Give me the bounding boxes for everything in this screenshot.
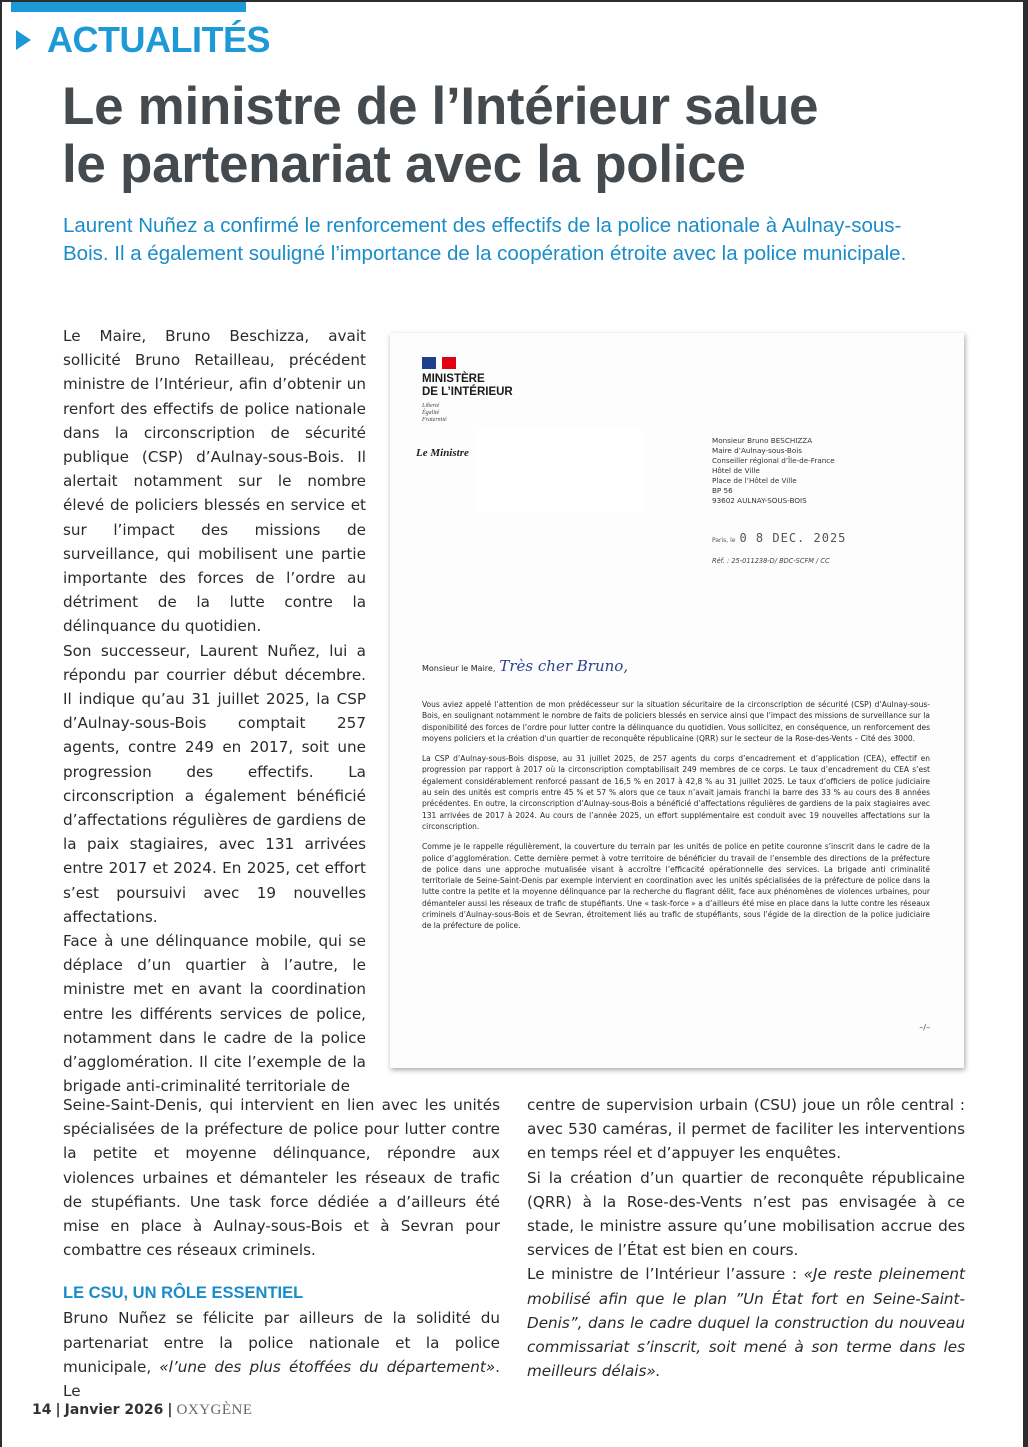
handwritten-greeting: Très cher Bruno, [499,657,629,675]
page-footer: 14 | Janvier 2026 | OXYGÈNE [32,1402,253,1418]
ministry-name: MINISTÈRE DE L’INTÉRIEUR [422,373,513,398]
body-paragraph: Seine-Saint-Denis, qui intervient en lien avec les unités spécialisées de la préfecture de police pour lutter contre la petite et moyenne délinquance, répondre aux violences urbaines et démanteler les réseaux de trafic de stupéfiants. Une task force dédiée a d’ailleurs été mise en place à Aulnay-sous-Bois et à Sevran pour combattre ces réseaux criminels. [63,1096,500,1260]
right-column-lower [527,1093,965,1383]
body-paragraph: Face à une délinquance mobile, qui se déplace d’un quartier à l’autre, le ministre met en avant la coordination entre les différents services de police, notamment dans le cadre de la police d’agglomération. Il cite l’exemple de la brigade anti-criminalité territoriale de [63,932,366,1096]
body-paragraph: Son successeur, Laurent Nuñez, lui a répondu par courrier début décembre. Il indique qu’au 31 juillet 2025, la CSP d’Aulnay-sous-Bois comptait 257 agents, contre 249 en 2017, soit une progression des effectifs. La circonscription a également bénéficié d’affectations régulières de gardiens de la paix stagiaires, avec 131 arrivées entre 2017 et 2024. En 2025, cet effort s’est poursuivi avec 19 nouvelles affectations. [63,641,366,926]
section-label [16,20,270,60]
letter-paragraph: Comme je le rappelle régulièrement, la couverture du terrain par les unités de police en petite couronne s’inscrit dans le cadre de la police d’agglomération. Cette dernière permet à votre territoire de bénéficier du travail de l’ensemble des directions de la préfecture de police dans une approche mutualisée visant à accroître l’efficacité opérationnelle des services. La brigade anti criminalité territoriale de Seine-Saint-Denis par exemple intervient en coordination avec les unités spécialisées de la préfecture de police dans la lutte contre la petite et la moyenne délinquance par la recherche du flagrant délit, face aux phénomènes de violences urbaines, pour démanteler aussi les réseaux de trafic de stupéfiants. Une « task-force » a d’ailleurs été mise en place dans la lutte contre les réseaux criminels d’Aulnay-sous-Bois et de Sevran, étroitement liés au trafic de stupéfiants, sous l’égide de la direction de la police judiciaire de la préfecture de police. [422,842,930,931]
issue-date: Janvier 2026 [64,1402,164,1418]
letter-reference: Réf. : 25-011238-D/ BDC-SCFM / CC [712,557,830,565]
recipient-address: Monsieur Bruno BESCHIZZA Maire d’Aulnay-sous-Bois Conseiller régional d’Île-de-France Hôtel de Ville Place de l’Hôtel de Ville BP 56 93602 AULNAY-SOUS-BOIS [712,436,835,505]
letter-date: Paris, le 0 8 DEC. 2025 [712,531,847,545]
section-accent-bar [11,2,246,12]
ministry-letter-image [390,333,964,1068]
letter-salutation: Monsieur le Maire, Très cher Bruno, [422,657,629,675]
quote: «Je reste pleinement mobilisé afin que le plan ”Un État fort en Seine-Saint-Denis”, dans le cadre duquel la construction du nouveau commissariat s’inscrit, soit mené à son terme dans les meilleurs délais». [527,1265,966,1381]
body-paragraph: Le Maire, Bruno Beschizza, avait sollicité Bruno Retailleau, précédent ministre de l’Intérieur, afin d’obtenir un renfort des effectifs de police nationale dans la circonscription de sécurité publique (CSP) d’Aulnay-sous-Bois. Il alertait notamment sur le nombre élevé de policiers blessés en service et sur l’impact des missions de surveillance, qui mobilisent une partie importante des forces de l’ordre au détriment de la lutte contre la délinquance du quotidien. [63,327,366,636]
body-paragraph: Le ministre de l’Intérieur l’assure : «Je reste pleinement mobilisé afin que le plan ”Un État fort en Seine-Saint-Denis”, dans le cadre duquel la construction du nouveau commissariat s’inscrit, soit mené à son terme dans les meilleurs délais». [527,1265,966,1381]
triangle-arrow-icon [16,30,31,50]
section-subheading: LE CSU, UN RÔLE ESSENTIEL [63,1284,304,1303]
letter-sender: Le Ministre [416,447,469,459]
body-paragraph: Bruno Nuñez se félicite par ailleurs de la solidité du partenariat entre la police nationale et la police municipale, «l’une des plus étoffées du département». Le [63,1309,500,1401]
body-paragraph: Si la création d’un quartier de reconquête républicaine (QRR) à la Rose-des-Vents n’est pas envisagée à ce stade, le ministre assure qu’une mobilisation accrue des services de l’État est bien en cours. [527,1168,965,1260]
marianne-flag-icon [422,357,456,369]
republic-motto: Liberté Égalité Fraternité [422,403,447,423]
page-number: 14 [32,1402,52,1418]
quote: «l’une des plus étoffées du département» [159,1357,496,1376]
headline-line-1: Le ministre de l’Intérieur salue [62,77,819,136]
redacted-area [477,428,642,513]
letter-paragraph: La CSP d’Aulnay-sous-Bois dispose, au 31 juillet 2025, de 257 agents du corps d’encadrement et d’application (CEA), effectif en progression par rapport à 2017 où la circonscription comptabilisait 249 membres de ce corps. Le taux d’encadrement du CEA s’est également considérablement renforcé passant de 16,5 % en 2017 à 42,8 % au 31 juillet 2025. Le taux d’officiers de police judiciaire au sein des unités est compris entre 45 % et 57 % alors que ce taux n’avait jamais franchi la barre des 33 % au cours des 8 années précédentes. En outre, la circonscription d’Aulnay-sous-Bois a bénéficié d’affectations régulières de gardiens de la paix stagiaires avec 131 arrivées de 2017 à 2024. Au cours de l’année 2025, un effort supplémentaire est conduit avec 19 nouvelles affectations sur la circonscription. [422,754,930,831]
body-paragraph: centre de supervision urbain (CSU) joue un rôle central : avec 530 caméras, il permet de faciliter les interventions en temps réel et d’appuyer les enquêtes. [527,1096,965,1163]
headline-line-2: le partenariat avec la police [62,135,746,194]
left-column-lower [63,1093,500,1403]
article-standfirst: Laurent Nuñez a confirmé le renforcement des effectifs de la police nationale à Aulnay-sous-Bois. Il a également souligné l’importance de la coopération étroite avec la police municipale. [63,214,907,265]
letter-body [422,699,930,941]
continued-mark: –/– [919,1023,930,1032]
magazine-page [2,2,1023,1447]
section-title: ACTUALITÉS [47,19,270,60]
letter-paragraph: Vous aviez appelé l’attention de mon prédécesseur sur la situation sécuritaire de la circonscription de sécurité (CSP) d’Aulnay-sous-Bois, en soulignant notamment le nombre de faits de policiers blessés en service ainsi que l’impact des missions de surveillance sur la disponibilité des forces de l’ordre pour lutter contre la délinquance du quotidien. Vous sollicitez, en conséquence, un renforcement des moyens policiers et la création d'un quartier de reconquête républicaine (QRR) sur le secteur de la Rose-des-Vents – Cité des 3000. [422,700,930,743]
left-column [63,324,366,1099]
date-stamp: 0 8 DEC. 2025 [739,531,847,545]
magazine-brand: OXYGÈNE [176,1402,253,1418]
article-headline [62,78,962,194]
